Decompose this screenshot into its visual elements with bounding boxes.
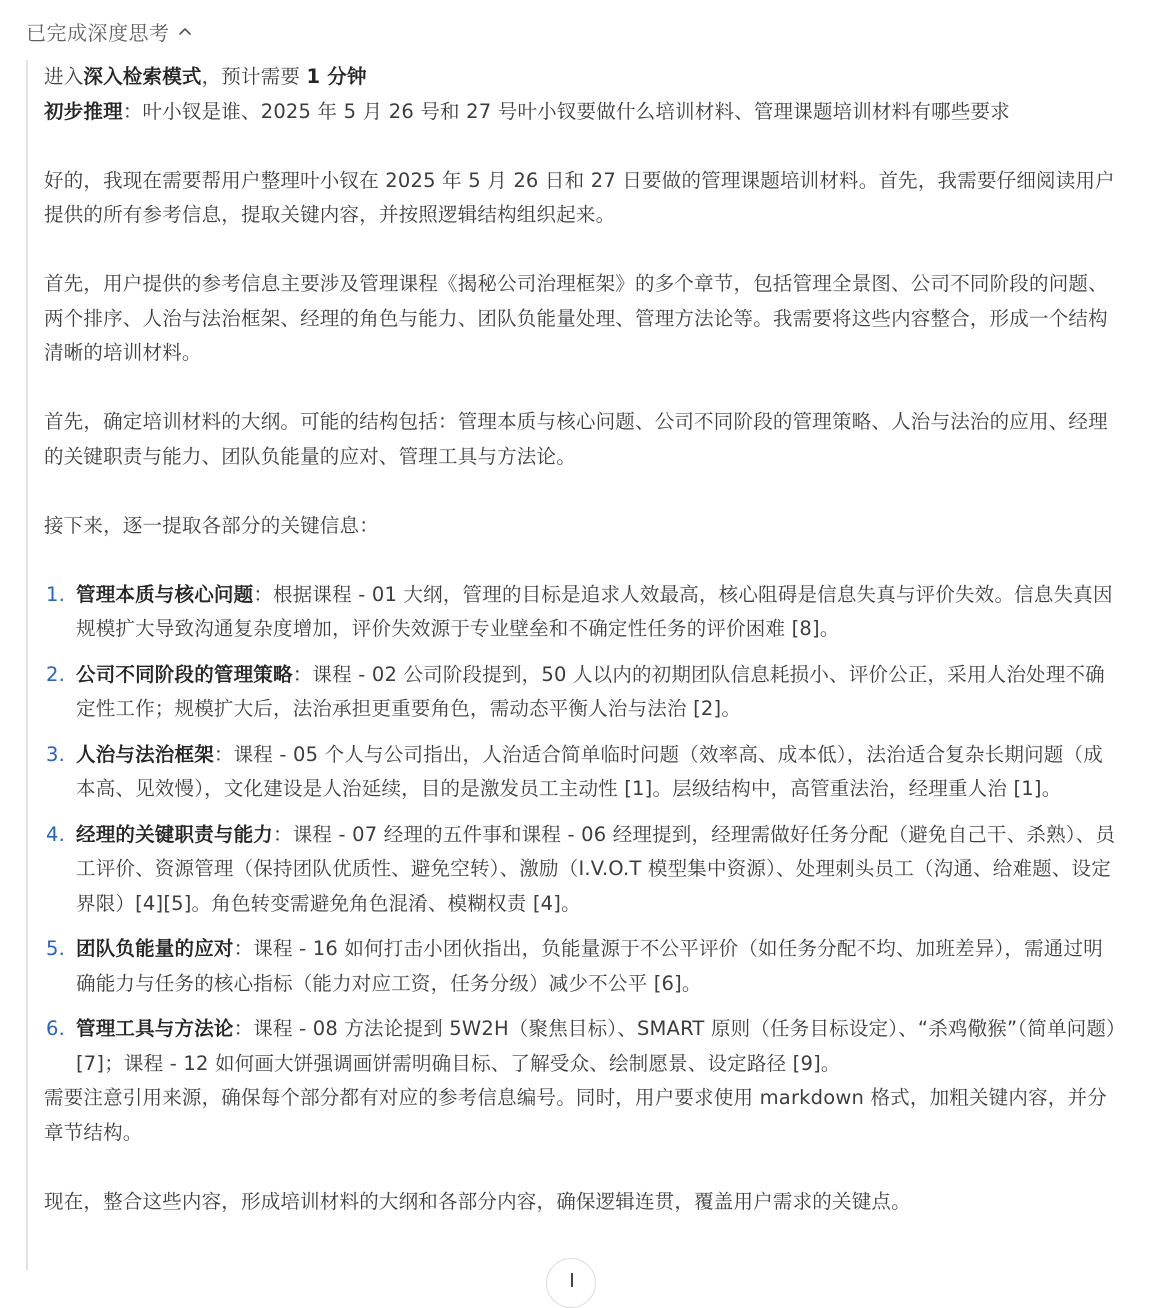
- reasoning-label: 初步推理: [44, 99, 123, 123]
- scroll-to-bottom-button[interactable]: [546, 1258, 596, 1308]
- list-item: [44, 818, 1122, 922]
- list-item-text: ：课程 - 07 经理的五件事和课程 - 06 经理提到，经理需做好任务分配（避免自己干、杀熟）、员工评价、资源管理（保持团队优质性、避免空转）、激励（I.V.O.T 模型集中资源）、处理刺头员工（沟通、给难题、设定界限）[4][5]。角色转变需避免角色混淆、模糊权责 [4]。: [76, 822, 1116, 915]
- list-item: [44, 1012, 1122, 1081]
- list-item-text: ：课程 - 02 公司阶段提到，50 人以内的初期团队信息耗损小、评价公正，采用人治处理不确定性工作；规模扩大后，法治承担更重要角色，需动态平衡人治与法治 [2]。: [76, 662, 1105, 720]
- paragraph: 现在，整合这些内容，形成培训材料的大纲和各部分内容，确保逻辑连贯，覆盖用户需求的关键点。: [44, 1189, 911, 1213]
- list-number: 3.: [46, 742, 66, 766]
- arrow-down-icon: [571, 1273, 573, 1287]
- list-item-title: 管理工具与方法论: [76, 1017, 234, 1040]
- list-item-text: ：课程 - 16 如何打击小团伙指出，负能量源于不公平评价（如任务分配不均、加班差异），需通过明确能力与任务的核心指标（能力对应工资，任务分级）减少不公平 [6]。: [76, 937, 1103, 995]
- mode-time: 1 分钟: [306, 65, 367, 88]
- list-item: [44, 738, 1122, 807]
- list-item-title: 经理的关键职责与能力: [76, 822, 274, 846]
- list-item-text: ：课程 - 08 方法论提到 5W2H（聚焦目标）、SMART 原则（任务目标设定）、“杀鸡儆猴”（简单问题）[7]；课程 - 12 如何画大饼强调画饼需明确目标、了解受众、绘制愿景、设定路径 [9]。: [76, 1017, 1116, 1075]
- thinking-content: [26, 60, 1122, 1270]
- mode-name: 深入检索模式: [83, 65, 202, 88]
- list-item: [44, 658, 1122, 727]
- list-item-title: 人治与法治框架: [76, 742, 214, 766]
- list-item-title: 公司不同阶段的管理策略: [76, 662, 293, 686]
- thinking-status-label: 已完成深度思考: [26, 20, 170, 45]
- list-number: 6.: [46, 1017, 66, 1040]
- list-item-text: ：根据课程 - 01 大纲，管理的目标是追求人效最高，核心阻碍是信息失真与评价失效。信息失真因规模扩大导致沟通复杂度增加，评价失效源于专业壁垒和不确定性任务的评价困难 [8]。: [76, 582, 1113, 640]
- list-number: 2.: [46, 662, 66, 686]
- thinking-toggle[interactable]: [26, 14, 192, 48]
- list-number: 5.: [46, 937, 66, 960]
- list-item-title: 管理本质与核心问题: [76, 582, 254, 606]
- mode-line: 进入深入检索模式，预计需要 1 分钟: [44, 65, 367, 88]
- list-item-text: ：课程 - 05 个人与公司指出，人治适合简单临时问题（效率高、成本低），法治适合复杂长期问题（成本高、见效慢），文化建设是人治延续，目的是激发员工主动性 [1]。层级结构中，高管重法治，经理重人治 [1]。: [76, 742, 1103, 800]
- paragraph: 首先，用户提供的参考信息主要涉及管理课程《揭秘公司治理框架》的多个章节，包括管理全景图、公司不同阶段的问题、两个排序、人治与法治框架、经理的角色与能力、团队负能量处理、管理方法论等。我需要将这些内容整合，形成一个结构清晰的培训材料。: [44, 272, 1108, 364]
- reasoning-line: 初步推理：叶小钗是谁、2025 年 5 月 26 号和 27 号叶小钗要做什么培训材料、管理课题培训材料有哪些要求: [44, 99, 1010, 123]
- list-number: 1.: [46, 582, 66, 606]
- key-points-list: [44, 578, 1122, 1082]
- chevron-up-icon: [178, 24, 192, 38]
- list-item: [44, 932, 1122, 1001]
- list-number: 4.: [46, 822, 66, 846]
- paragraph: 好的，我现在需要帮用户整理叶小钗在 2025 年 5 月 26 日和 27 日要做的管理课题培训材料。首先，我需要仔细阅读用户提供的所有参考信息，提取关键内容，并按照逻辑结构组织起来。: [44, 168, 1115, 226]
- list-item: [44, 578, 1122, 647]
- paragraph: 需要注意引用来源，确保每个部分都有对应的参考信息编号。同时，用户要求使用 markdown 格式，加粗关键内容，并分章节结构。: [44, 1086, 1107, 1144]
- paragraph: 接下来，逐一提取各部分的关键信息：: [44, 513, 379, 537]
- paragraph: 首先，确定培训材料的大纲。可能的结构包括：管理本质与核心问题、公司不同阶段的管理策略、人治与法治的应用、经理的关键职责与能力、团队负能量的应对、管理工具与方法论。: [44, 410, 1108, 468]
- list-item-title: 团队负能量的应对: [76, 937, 234, 960]
